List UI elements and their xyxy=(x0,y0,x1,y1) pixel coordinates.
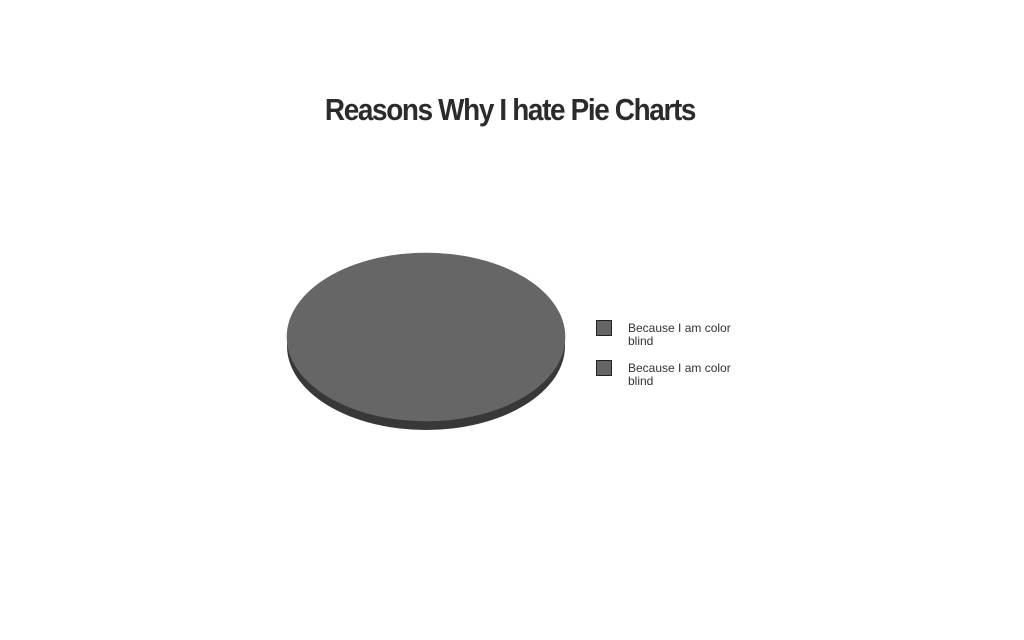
chart-title: Reasons Why I hate Pie Charts xyxy=(324,92,696,127)
pie-slice xyxy=(287,253,426,421)
legend-swatch xyxy=(596,360,612,376)
pie-slice xyxy=(426,253,565,421)
legend-swatch xyxy=(596,320,612,336)
legend-label: Because I am color blind xyxy=(628,361,731,388)
legend-label: Because I am color blind xyxy=(628,321,731,348)
legend-item xyxy=(596,360,776,400)
pie-slices-layer xyxy=(287,253,565,421)
legend xyxy=(596,320,776,400)
legend-item xyxy=(596,320,776,360)
